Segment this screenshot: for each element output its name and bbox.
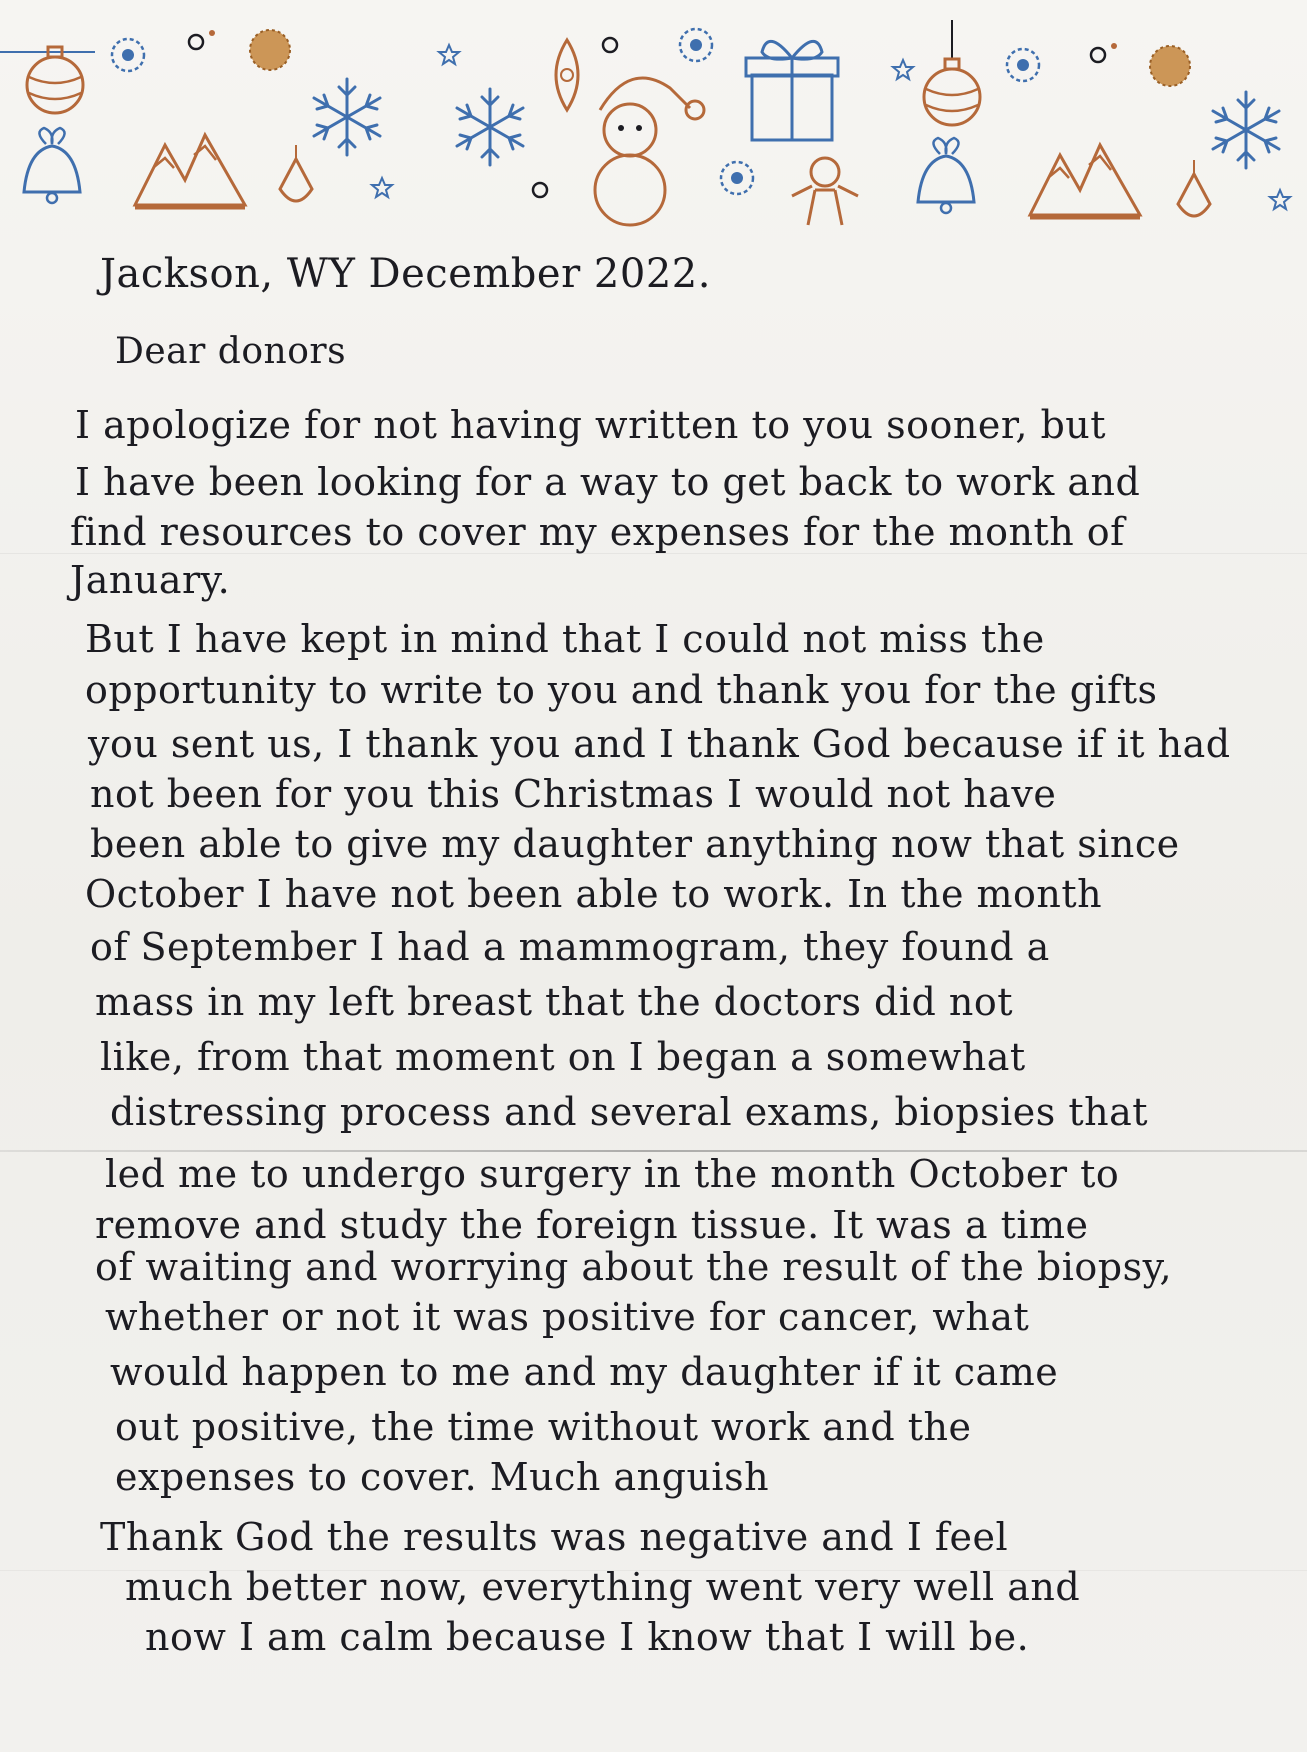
letter-line: led me to undergo surgery in the month October to xyxy=(105,1152,1120,1196)
letter-line: not been for you this Christmas I would not have xyxy=(90,772,1057,816)
christmas-banner xyxy=(0,0,1307,230)
letter-line: distressing process and several exams, biopsies that xyxy=(110,1090,1149,1134)
snowman-icon xyxy=(595,78,704,225)
snowflake-icon xyxy=(680,29,712,61)
bell-icon xyxy=(24,128,80,203)
letter-line: you sent us, I thank you and I thank God because if it had xyxy=(88,722,1231,766)
letter-line: mass in my left breast that the doctors did not xyxy=(95,980,1014,1024)
letter-line: find resources to cover my expenses for the month of xyxy=(70,510,1125,554)
letter-line: of September I had a mammogram, they found a xyxy=(90,925,1050,969)
letter-line: been able to give my daughter anything now that since xyxy=(90,822,1180,866)
letter-line: remove and study the foreign tissue. It was a time xyxy=(95,1203,1089,1247)
star-icon xyxy=(1270,190,1290,209)
drop-ornament-icon xyxy=(280,145,312,201)
snowflake-icon xyxy=(250,30,290,70)
letter-greeting: Dear donors xyxy=(115,331,347,372)
dot-circle-icon xyxy=(1091,43,1117,62)
snowflake-icon xyxy=(1007,49,1039,81)
ornament-icon xyxy=(924,20,980,125)
snowflake-icon xyxy=(457,89,523,165)
dot-circle-icon xyxy=(189,30,215,49)
snowflake-icon xyxy=(112,39,144,71)
letter-line: now I am calm because I know that I will be. xyxy=(145,1615,1030,1659)
letter-place-date: Jackson, WY December 2022. xyxy=(100,251,711,297)
snowflake-icon xyxy=(721,162,753,194)
letter-line: much better now, everything went very well and xyxy=(125,1565,1081,1609)
drop-ornament-icon xyxy=(1178,160,1210,216)
letter-line: whether or not it was positive for cancer, what xyxy=(105,1295,1030,1339)
letter-line: expenses to cover. Much anguish xyxy=(115,1455,770,1499)
snowflake-icon xyxy=(1213,92,1279,168)
mountain-icon xyxy=(1030,145,1140,218)
letter-line: like, from that moment on I began a somewhat xyxy=(100,1035,1026,1079)
star-icon xyxy=(372,178,392,197)
letter-line: out positive, the time without work and the xyxy=(115,1405,972,1449)
letter-line: January. xyxy=(70,558,231,602)
snowflake-icon xyxy=(1150,46,1190,86)
star-icon xyxy=(893,60,913,79)
letter-line: I apologize for not having written to you sooner, but xyxy=(75,403,1107,447)
letter-line: But I have kept in mind that I could not miss the xyxy=(85,617,1045,661)
drop-ornament-icon xyxy=(556,40,578,110)
letter-line: I have been looking for a way to get back to work and xyxy=(75,460,1141,504)
bell-icon xyxy=(918,138,974,213)
letter-line: October I have not been able to work. In the month xyxy=(85,872,1103,916)
letter-line: Thank God the results was negative and I feel xyxy=(100,1515,1009,1559)
mountain-icon xyxy=(135,135,245,208)
letter-line: would happen to me and my daughter if it came xyxy=(110,1350,1059,1394)
gift-icon xyxy=(746,41,838,140)
star-icon xyxy=(439,45,459,64)
letter-line: opportunity to write to you and thank you for the gifts xyxy=(85,668,1158,712)
snowflake-icon xyxy=(314,79,380,155)
ornament-icon xyxy=(0,47,95,113)
gingerbread-icon xyxy=(792,158,858,225)
letter-line: of waiting and worrying about the result of the biopsy, xyxy=(95,1245,1173,1289)
